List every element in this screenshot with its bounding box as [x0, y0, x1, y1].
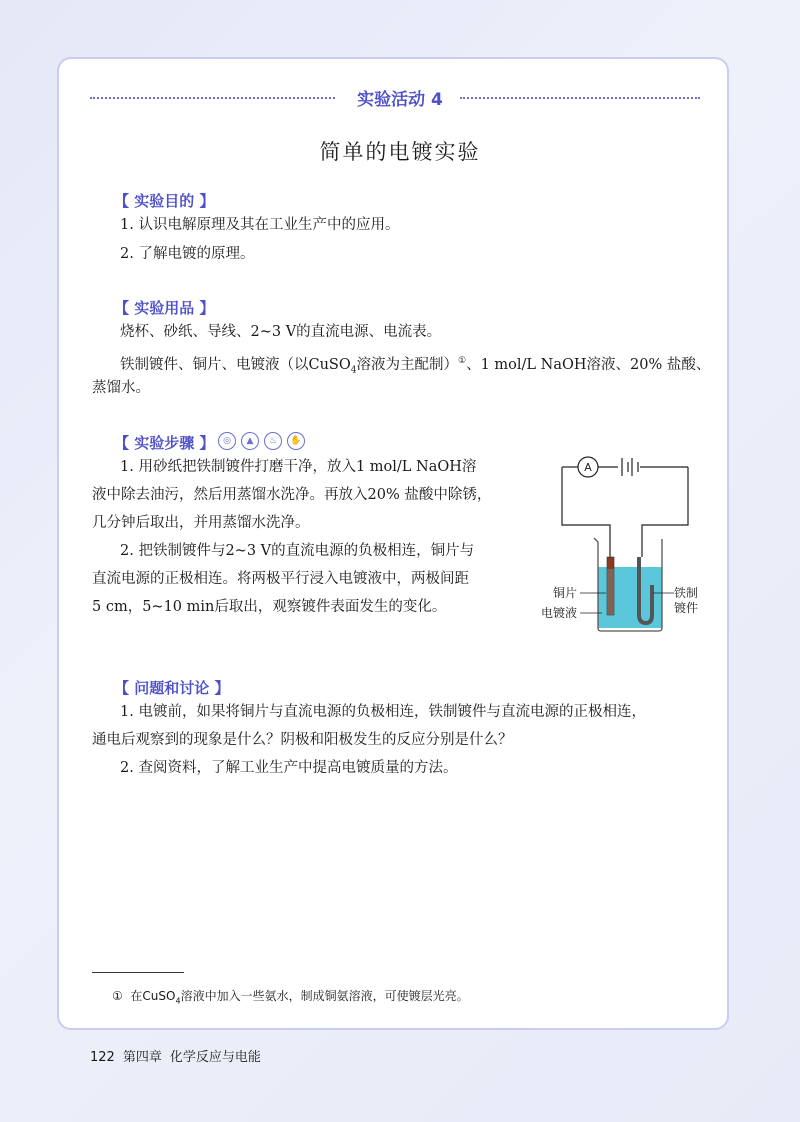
- materials-heading: 【 实验用品 】: [114, 299, 215, 317]
- purpose-item-1: 1. 认识电解原理及其在工业生产中的应用。: [120, 217, 400, 233]
- discussion-line-3: 2. 查阅资料，了解工业生产中提高电镀质量的方法。: [120, 760, 458, 776]
- page-number: 122: [90, 1050, 115, 1065]
- steps-heading: 【 实验步骤 】: [114, 434, 215, 452]
- fire-icon: ♨: [264, 432, 282, 450]
- materials-line-2: 铁制镀件、铜片、电镀液（以CuSO$_4$溶液为主配制）①、1 mol/L NaOH溶液、20% 盐酸、: [120, 356, 711, 376]
- steps-line-5: 直流电源的正极相连。将两极平行浸入电镀液中，两极间距: [92, 571, 469, 587]
- steps-line-4: 2. 把铁制镀件与2~3 V的直流电源的负极相连，铜片与: [120, 543, 475, 559]
- footnote-rule: [92, 972, 184, 973]
- electroplating-diagram: [540, 445, 710, 640]
- header-dotted-rule-left: [90, 97, 335, 99]
- header-dotted-rule-right: [460, 97, 700, 99]
- footnote: ① 在CuSO$_4$溶液中加入一些氨水，制成铜氨溶液，可使镀层光亮。: [112, 989, 469, 1006]
- discussion-line-1: 1. 电镀前，如果将铜片与直流电源的负极相连，铁制镀件与直流电源的正极相连，: [120, 704, 646, 720]
- chapter-label: 第四章: [122, 1050, 162, 1065]
- wire-right: [642, 467, 688, 557]
- caution-icon: ▲: [241, 432, 259, 450]
- purpose-item-2: 2. 了解电镀的原理。: [120, 246, 255, 262]
- wire-left: [562, 467, 610, 557]
- steps-line-3: 几分钟后取出，并用蒸馏水洗净。: [92, 515, 310, 531]
- iron-label-line-1: 铁制: [674, 586, 699, 600]
- copper-plate-lower: [607, 569, 614, 615]
- page-footer: [90, 1046, 269, 1065]
- activity-label: 实验活动 4: [357, 90, 443, 110]
- ammeter-label: A: [584, 461, 592, 474]
- chapter-title: 化学反应与电能: [169, 1050, 261, 1065]
- copper-label: 铜片: [552, 586, 577, 600]
- discussion-line-2: 通电后观察到的现象是什么？阴极和阳极发生的反应分别是什么？: [92, 732, 513, 748]
- iron-label-line-2: 镀件: [674, 601, 699, 615]
- steps-line-6: 5 cm，5~10 min后取出，观察镀件表面发生的变化。: [92, 599, 447, 615]
- steps-line-2: 液中除去油污，然后用蒸馏水洗净。再放入20% 盐酸中除锈，: [92, 487, 492, 503]
- solution-label: 电镀液: [540, 606, 577, 620]
- steps-line-1: 1. 用砂纸把铁制镀件打磨干净，放入1 mol/L NaOH溶: [120, 459, 477, 475]
- discussion-heading: 【 问题和讨论 】: [114, 679, 230, 697]
- materials-line-3: 蒸馏水。: [92, 380, 150, 396]
- materials-line-1: 烧杯、砂纸、导线、2~3 V的直流电源、电流表。: [120, 324, 442, 340]
- hand-icon: ✋: [287, 432, 305, 450]
- page-title: 简单的电镀实验: [319, 140, 481, 164]
- goggles-icon: ◎: [218, 432, 236, 450]
- purpose-heading: 【 实验目的 】: [114, 192, 215, 210]
